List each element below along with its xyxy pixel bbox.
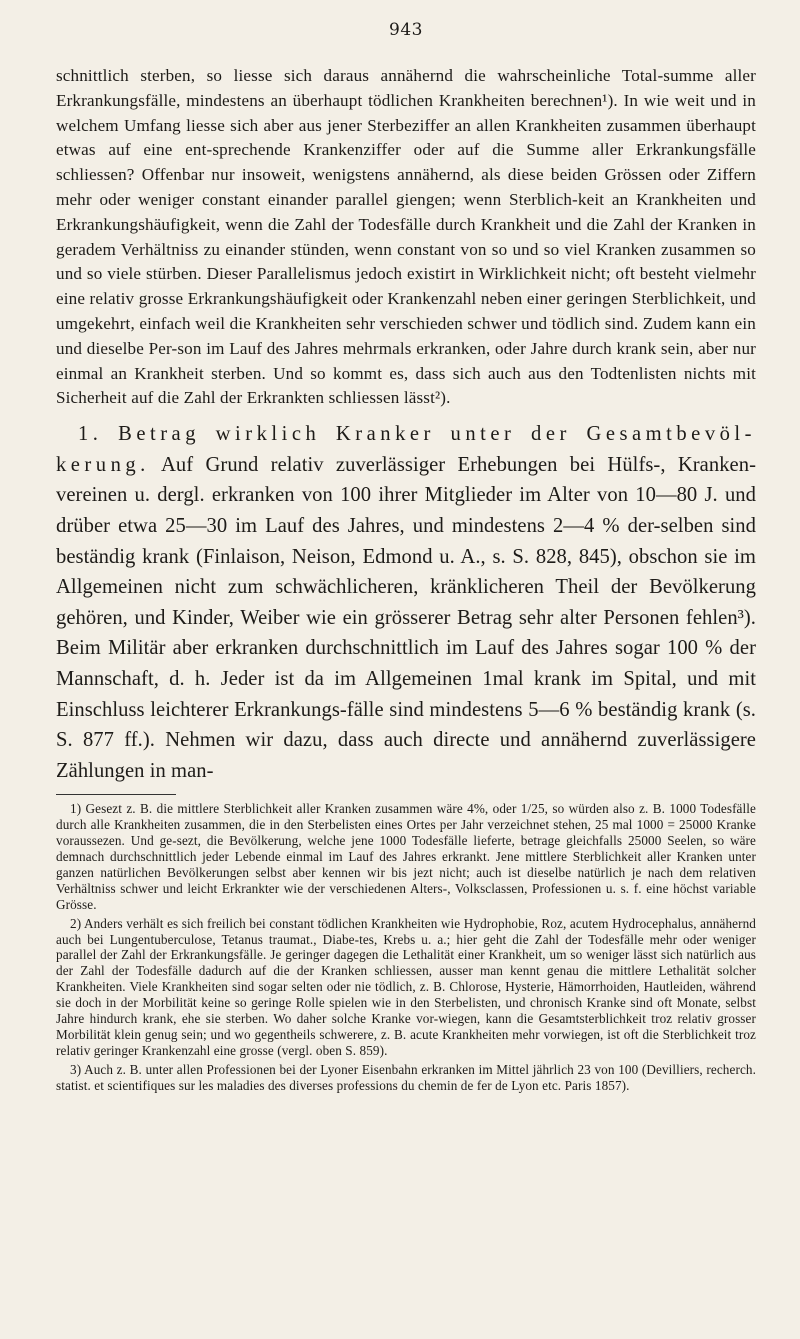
book-page: [56, 0, 756, 1097]
paragraph-2-text: Auf Grund relativ zuverlässiger Erhebungen bei Hülfs-, Kranken-vereinen u. dergl. erkranken von 100 ihrer Mitglieder im Alter von 10—80 J. und drüber etwa 25—30 im Lauf des Jahres, und mindestens 2—4 % der-selben sind beständig krank (Finlaison, Neison, Edmond u. A., s. S. 828, 845), obschon sie im Allgemeinen nicht zum schwächlicheren, kränklicheren Theil der Bevölkerung gehören, und Kinder, Weiber wie ein grösserer Betrag sehr alter Personen fehlen³). Beim Militär aber erkranken durchschnittlich im Lauf des Jahres sogar 100 % der Mannschaft, d. h. Jeder ist da im Allgemeinen 1mal krank im Spital, und mit Einschluss leichterer Erkrankungs-fälle sind mindestens 5—6 % beständig krank (s. S. 877 ff.). Nehmen wir dazu, dass auch directe und annähernd zuverlässigere Zählungen in man-: [56, 453, 756, 782]
section-heading: 1. Betrag wirklich Kranker unter der Gesamtbevöl-kerung.: [56, 423, 756, 476]
footnote-1: 1) Gesezt z. B. die mittlere Sterblichkeit aller Kranken zusammen wäre 4%, oder 1/25, so würden also z. B. 1000 Todesfälle durch alle Krankheiten zusammen, die in den Sterbelisten eines Ortes per Jahr verzeichnet stehen, 25 mal 1000 = 25000 Kranke voraussezen. Und ge-sezt, die Bevölkerung, welche jene 1000 Todesfälle lieferte, betrage gleichfalls 25000 Seelen, so wäre demnach durchschnittlich jeder Lebende einmal im Lauf des Jahres erkrankt. Jene mittlere Sterblichkeit aller Kranken unter ganzen natürlichen Bevölkerungen selbst aber kennen wir bis jezt nicht; auch ist dieselbe natürlich je nach dem relativen Verhältniss schwer und leicht Erkrankter wie der verschiedenen Alters-, Volksclassen, Professionen u. s. f. eine höchst variable Grösse.: [56, 801, 756, 912]
footnote-3: 3) Auch z. B. unter allen Professionen bei der Lyoner Eisenbahn erkranken im Mittel jährlich 23 von 100 (Devilliers, recherch. statist. et scientifiques sur les maladies des diverses professions du chemin de fer de Lyon etc. Paris 1857).: [56, 1061, 756, 1093]
paragraph-1: schnittlich sterben, so liesse sich daraus annähernd die wahrscheinliche Total-summe aller Erkrankungsfälle, mindestens an überhaupt tödlichen Krankheiten berechnen¹). In wie weit und in welchem Umfang liesse sich aber aus jener Sterbeziffer an allen Krankheiten zusammen überhaupt etwas auf eine ent-sprechende Krankenziffer oder auf die Summe aller Erkrankungsfälle schliessen? Offenbar nur insoweit, wenigstens annähernd, als diese beiden Grössen oder Ziffern mehr oder weniger constant einander parallel giengen; wenn Sterblich-keit an Krankheiten und Erkrankungshäufigkeit, wenn die Zahl der Todesfälle durch Krankheit und die Zahl der Kranken in geradem Verhältniss zu einander stünden, wenn constant von so und so viel Kranken zusammen so und so viele stürben. Dieser Parallelismus jedoch existirt in Wirklichkeit nicht; oft besteht vielmehr eine relativ grosse Erkrankungshäufigkeit oder Krankenzahl neben einer geringen Sterblichkeit, und umgekehrt, einfach weil die Krankheiten sehr verschieden schwer und tödlich sind. Zudem kann ein und dieselbe Per-son im Lauf des Jahres mehrmals erkranken, oder Jahre durch krank sein, aber nur einmal an Krankheit sterben. Und so kommt es, dass sich auch aus den Todtenlisten nichts mit Sicherheit auf die Zahl der Erkrankten schliessen lässt²).: [56, 66, 756, 408]
page-number: 943: [389, 20, 423, 40]
paragraph-2: [56, 419, 756, 786]
footnote-2: 2) Anders verhält es sich freilich bei constant tödlichen Krankheiten wie Hydrophobie, Roz, acutem Hydrocephalus, annähernd auch bei Lungentuberculose, Tetanus traumat., Diabe-tes, Krebs u. a.; hier geht die Zahl der Todesfälle mehr oder weniger parallel der Zahl der Erkrankungsfälle. Je geringer dagegen die Lethalität einer Krankheit, um so weniger lässt sich natürlich aus der Zahl der Todesfälle dadurch auf die der Kranken schliessen, ausser man kennt genau die mittlere Lethalität solcher Krankheiten. Viele Krankheiten sind sogar selten oder nie tödlich, z. B. Chlorose, Hysterie, Hämorrhoiden, Hautleiden, während sie doch in der Morbilität keine so geringe Rolle spielen wie in den Sterbelisten, und chronisch Kranke sind oft Monate, selbst Jahre hindurch krank, ehe sie sterben. Wo daher solche Kranke vor-wiegen, kann die Gesamtsterblichkeit troz relativ grosser Morbilität klein genug sein; und wo gegentheils schwerere, z. B. acute Krankheiten mehr vorwiegen, ist oft die Sterblichkeit troz relativ geringer Krankenzahl eine grosse (vergl. oben S. 859).: [56, 915, 756, 1058]
footnote-rule: [56, 794, 176, 795]
